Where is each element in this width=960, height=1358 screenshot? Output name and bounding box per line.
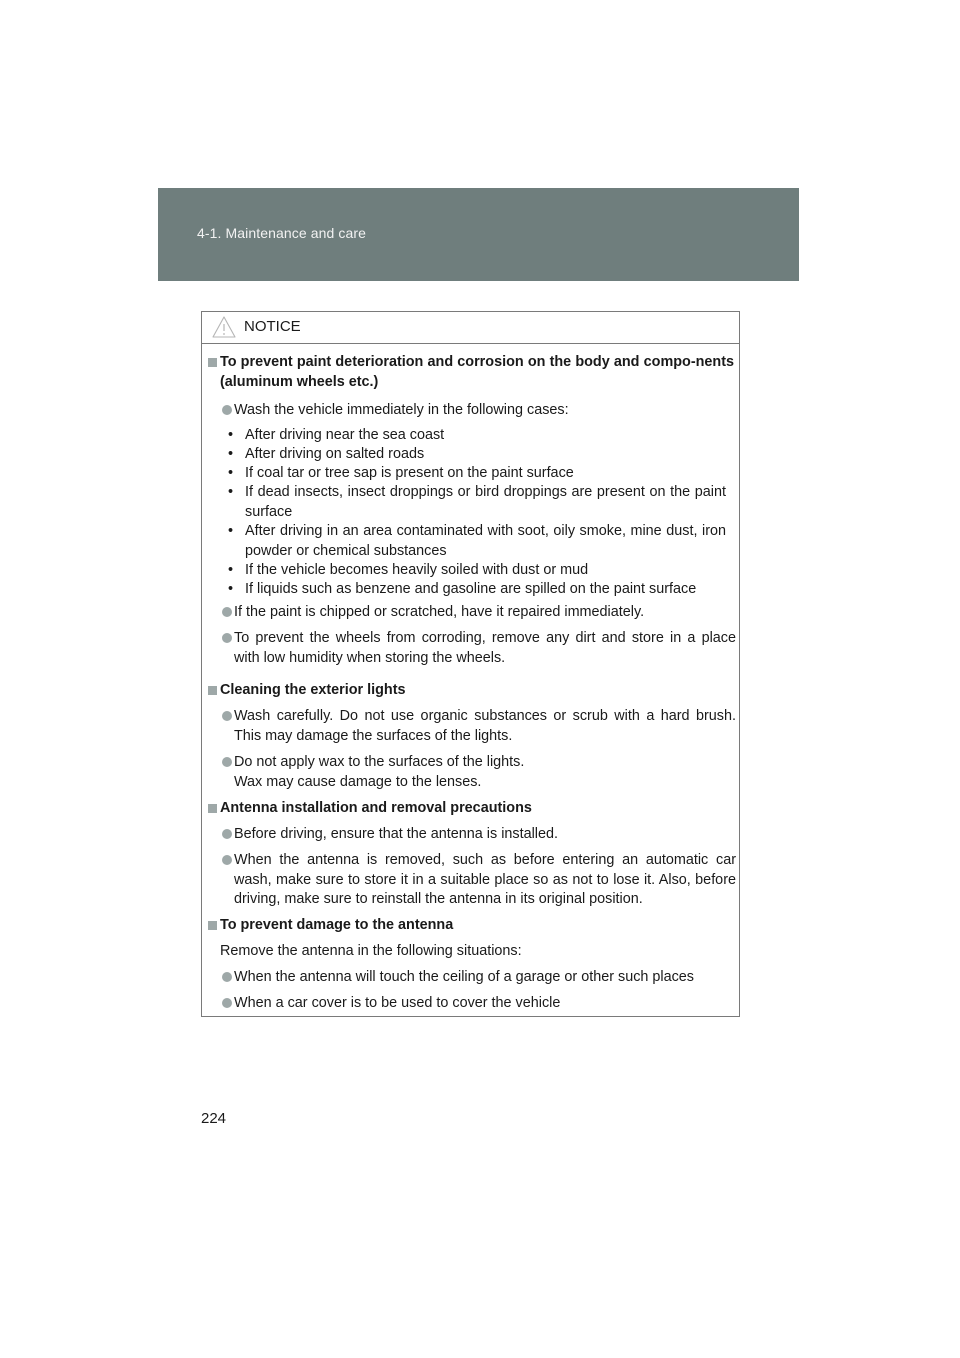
- square-bullet-icon: [208, 804, 217, 813]
- sub-list-item: • After driving near the sea coast: [228, 426, 726, 446]
- section-intro: Remove the antenna in the following situations:: [220, 943, 522, 959]
- section-heading-antenna-damage: To prevent damage to the antenna: [208, 916, 734, 936]
- list-item: To prevent the wheels from corroding, remove any dirt and store in a place with low humidity when storing the wheels.: [220, 629, 736, 668]
- sub-list-item: • If the vehicle becomes heavily soiled with dust or mud: [228, 561, 726, 581]
- square-bullet-icon: [208, 921, 217, 930]
- round-bullet-icon: [222, 757, 232, 767]
- list-item: Wash carefully. Do not use organic substances or scrub with a hard brush. This may damage the surfaces of the lights.: [220, 707, 736, 746]
- list-item: When the antenna will touch the ceiling of a garage or other such places: [220, 968, 736, 988]
- sub-bullet: •: [228, 581, 234, 597]
- round-bullet-icon: [222, 711, 232, 721]
- round-bullet-icon: [222, 607, 232, 617]
- list-item: Before driving, ensure that the antenna is installed.: [220, 825, 736, 845]
- sub-bullet: •: [228, 446, 234, 462]
- notice-box: [201, 311, 740, 1017]
- section-heading-antenna-precautions: Antenna installation and removal precautions: [208, 799, 734, 819]
- section-breadcrumb: 4-1. Maintenance and care: [197, 225, 367, 241]
- list-item: If the paint is chipped or scratched, have it repaired immediately.: [220, 603, 736, 623]
- sub-bullet: •: [228, 465, 234, 481]
- sub-bullet: •: [228, 484, 234, 500]
- square-bullet-icon: [208, 358, 217, 367]
- round-bullet-icon: [222, 633, 232, 643]
- sub-bullet: •: [228, 562, 234, 578]
- list-item: When the antenna is removed, such as before entering an automatic car wash, make sure to store it in a suitable place so as not to lose it. Also, before driving, make sure to reinstall the antenna in its original position.: [220, 851, 736, 910]
- sub-bullet: •: [228, 523, 234, 539]
- warning-triangle-icon: [212, 316, 236, 338]
- sub-bullet: •: [228, 427, 234, 443]
- round-bullet-icon: [222, 405, 232, 415]
- sub-list-item: • If dead insects, insect droppings or bird droppings are present on the paint surface: [228, 484, 726, 520]
- list-item: When a car cover is to be used to cover the vehicle: [220, 994, 736, 1014]
- notice-header: [202, 312, 739, 344]
- round-bullet-icon: [222, 972, 232, 982]
- sub-list-item: • If coal tar or tree sap is present on the paint surface: [228, 464, 726, 484]
- round-bullet-icon: [222, 855, 232, 865]
- section-heading-paint: To prevent paint deterioration and corrosion on the body and compo-nents (aluminum wheels etc.): [208, 353, 734, 392]
- list-item: Do not apply wax to the surfaces of the lights. Wax may cause damage to the lenses.: [220, 753, 736, 792]
- sub-list-item: • After driving in an area contaminated with soot, oily smoke, mine dust, iron powder or chemical substances: [228, 523, 726, 559]
- page-number: 224: [201, 1110, 227, 1127]
- list-item: Wash the vehicle immediately in the following cases:: [220, 401, 736, 421]
- chapter-header-band: [158, 188, 799, 281]
- section-heading-lights: Cleaning the exterior lights: [208, 681, 734, 701]
- round-bullet-icon: [222, 998, 232, 1008]
- round-bullet-icon: [222, 829, 232, 839]
- square-bullet-icon: [208, 686, 217, 695]
- sub-list-item: • After driving on salted roads: [228, 445, 726, 465]
- sub-list-item: • If liquids such as benzene and gasoline are spilled on the paint surface: [228, 580, 726, 600]
- notice-title: NOTICE: [244, 318, 301, 335]
